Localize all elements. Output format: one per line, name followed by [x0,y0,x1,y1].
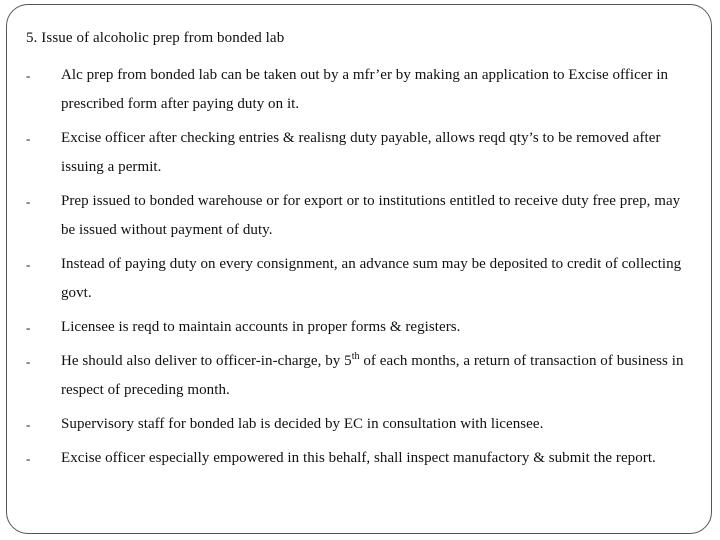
bullet-list [26,61,696,478]
bullet-item-1 [26,61,696,119]
bullet-text: Licensee is reqd to maintain accounts in proper forms & registers. [61,319,461,335]
bullet-marker: - [26,354,31,369]
bullet-text: Excise officer after checking entries & realisng duty payable, allows reqd qty’s to be removed after issuing a permit. [61,130,661,175]
superscript-ordinal: th [351,351,360,362]
bullet-text [61,347,696,405]
bullet-text: Excise officer especially empowered in this behalf, shall inspect manufactory & submit the report. [61,450,656,466]
bullet-text-part: of each months, a return of transaction of business in respect of preceding month. [61,353,684,398]
bullet-text: Alc prep from bonded lab can be taken out by a mfr’er by making an application to Excise officer in prescribed form after paying duty on it. [61,67,669,112]
bullet-text-part: He should also deliver to officer-in-charge, by 5 [61,353,352,369]
bullet-marker: - [26,194,31,209]
bullet-item-7 [26,410,696,439]
bullet-item-4 [26,250,696,308]
bullet-marker: - [26,451,31,466]
bullet-item-8 [26,444,696,473]
bullet-marker: - [26,417,31,432]
bullet-item-3 [26,187,696,245]
bullet-marker: - [26,131,31,146]
bullet-text: Prep issued to bonded warehouse or for export or to institutions entitled to receive duty free prep, may be issued without payment of duty. [61,193,681,238]
bullet-marker: - [26,320,31,335]
bullet-text: Instead of paying duty on every consignment, an advance sum may be deposited to credit of collecting govt. [61,256,682,301]
bullet-item-6 [26,347,696,405]
bullet-text: Supervisory staff for bonded lab is decided by EC in consultation with licensee. [61,416,544,432]
bullet-item-2 [26,124,696,182]
bullet-marker: - [26,257,31,272]
bullet-marker: - [26,68,31,83]
slide-title: 5. Issue of alcoholic prep from bonded lab [26,30,285,46]
bullet-item-5 [26,313,696,342]
